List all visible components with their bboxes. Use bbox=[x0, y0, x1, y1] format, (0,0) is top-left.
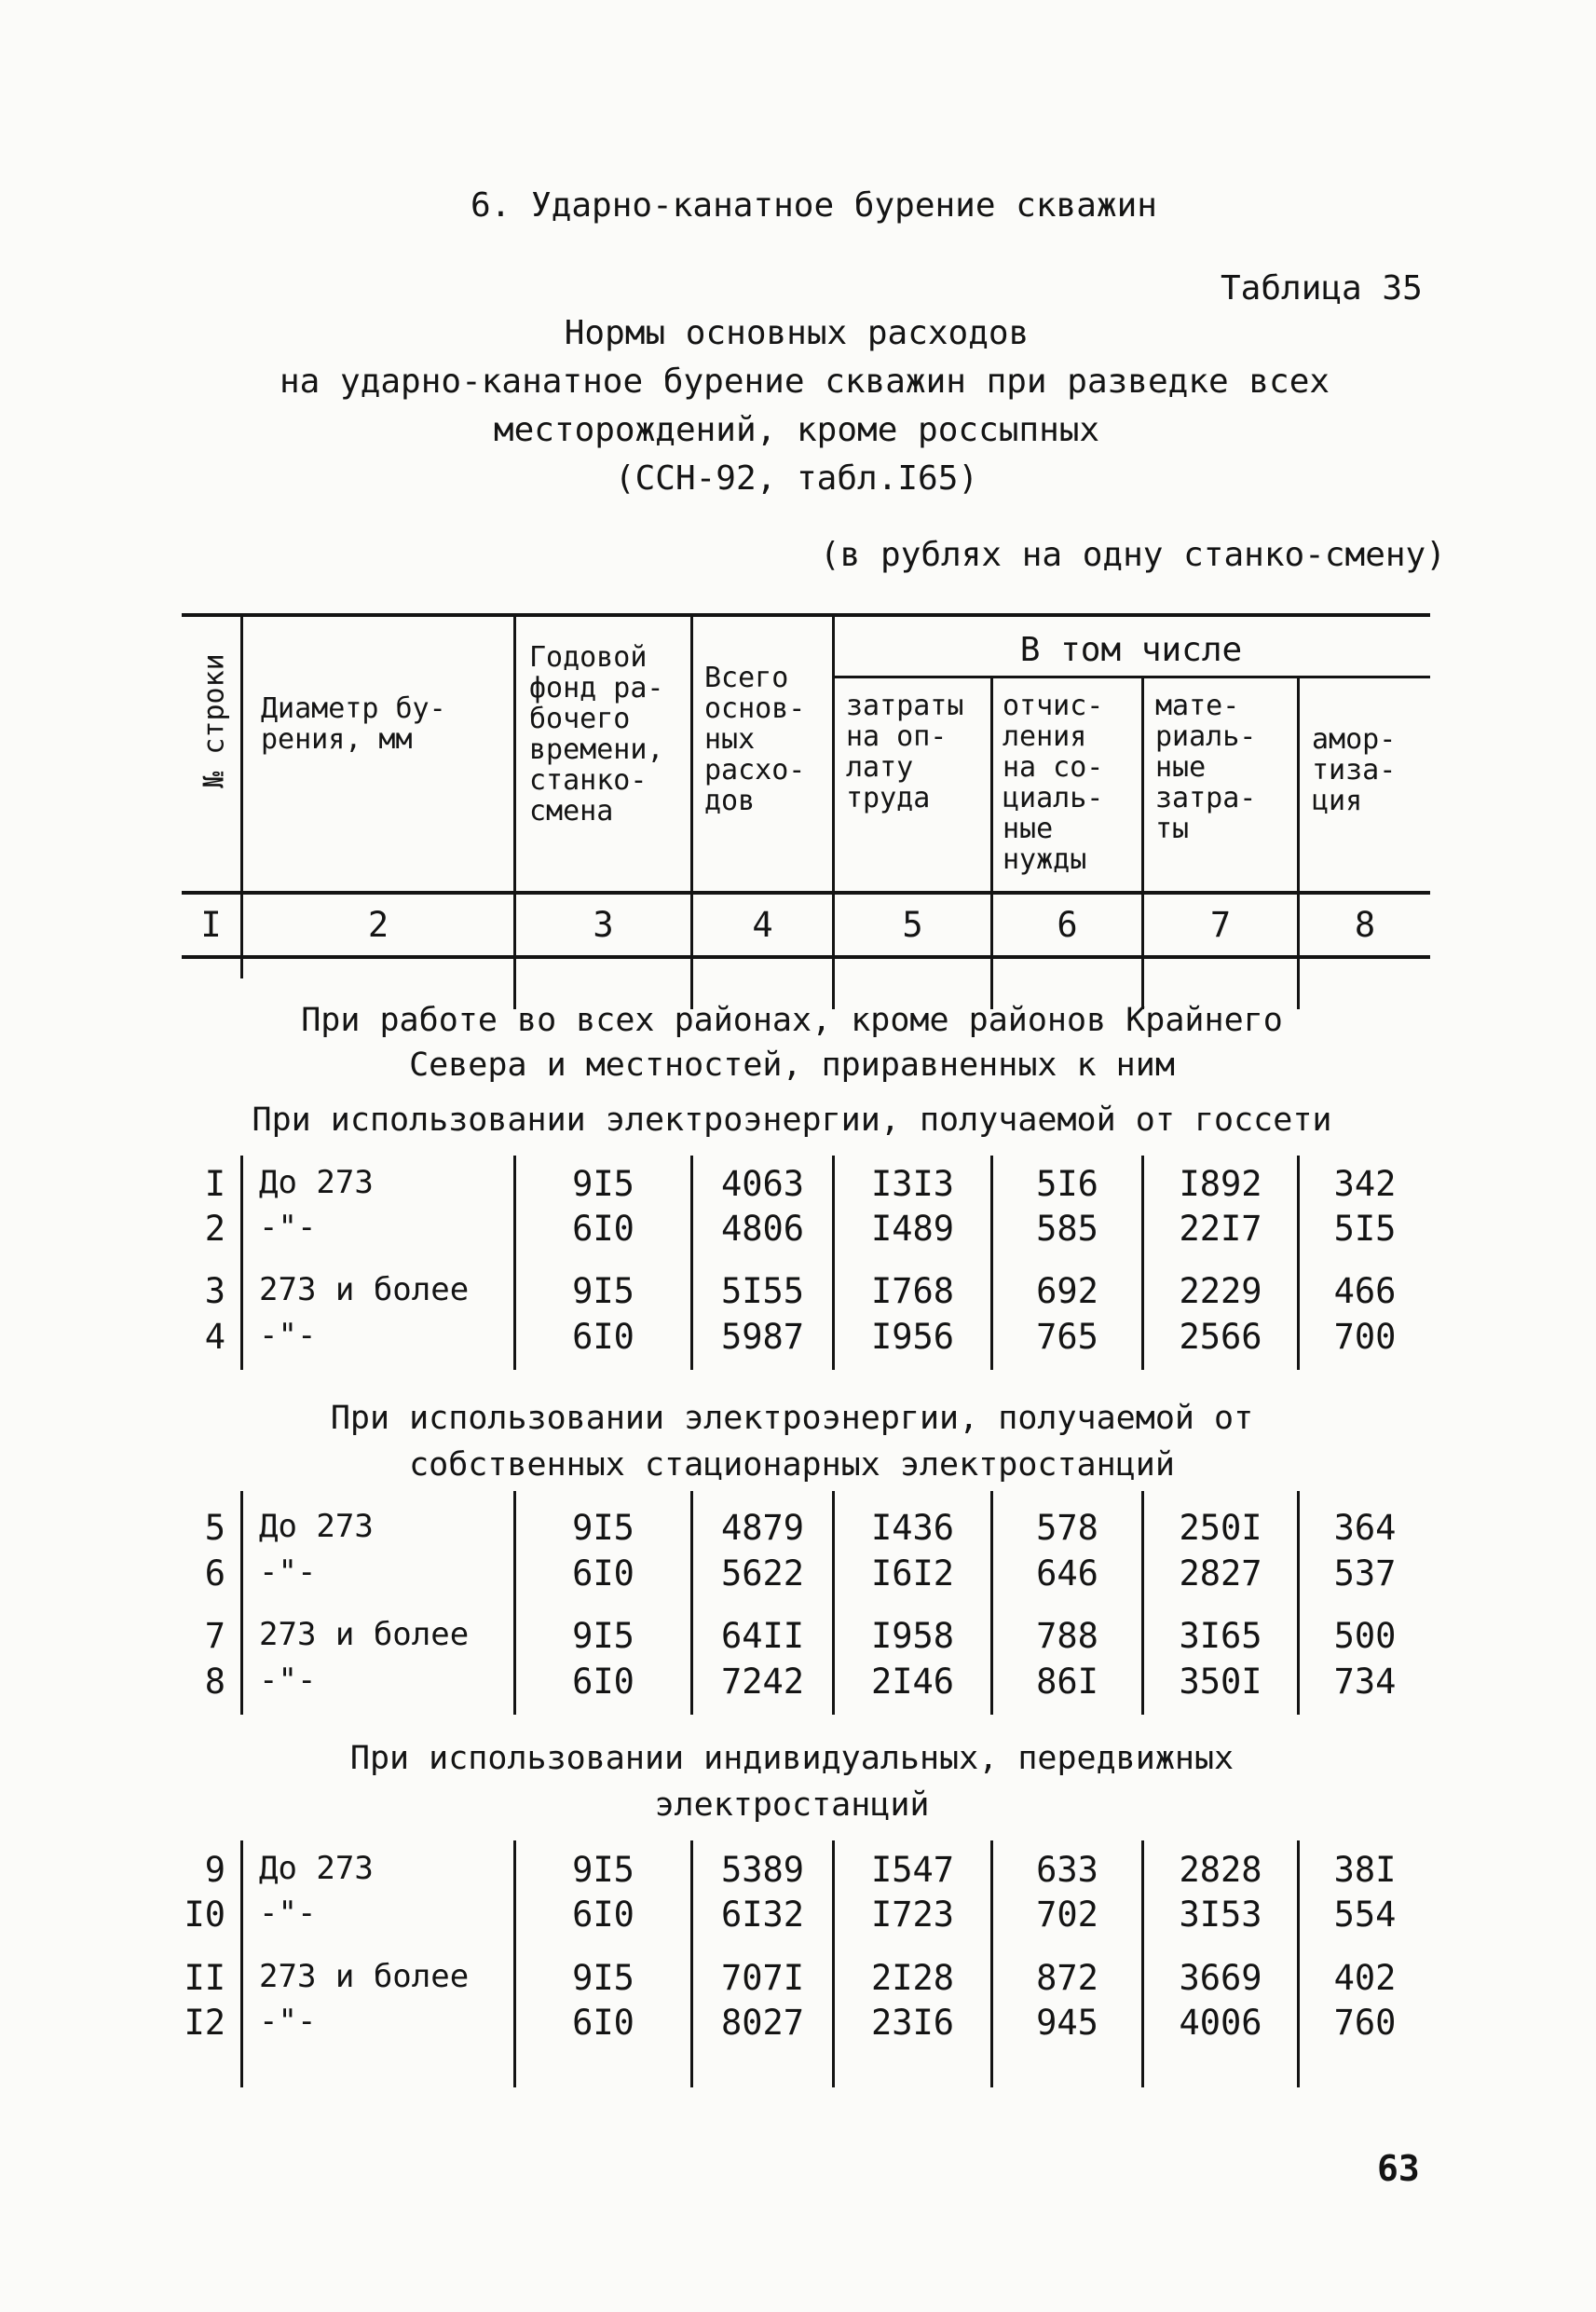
header-total-1: Всего bbox=[704, 662, 789, 694]
table-cell: 2828 bbox=[1179, 1850, 1262, 1890]
section-title-2-line-1: При использовании электроэнергии, получаемой от bbox=[330, 1400, 1254, 1437]
table-cell: 5I55 bbox=[720, 1271, 805, 1311]
table-cell: 2I46 bbox=[870, 1662, 955, 1702]
row-diameter: 273 и более bbox=[259, 1958, 470, 1995]
row-diameter: 273 и более bbox=[259, 1271, 470, 1308]
header-fund-1: Годовой bbox=[529, 641, 648, 674]
header-fund-3: бочего bbox=[529, 703, 631, 735]
units-note: (в рублях на одну станко-смену) bbox=[820, 536, 1446, 574]
section-title-1-line-1: При использовании электроэнергии, получаемой от госсети bbox=[252, 1101, 1332, 1139]
table-cell: 500 bbox=[1333, 1616, 1397, 1656]
table-cell: 5I5 bbox=[1333, 1209, 1397, 1249]
table-cell: 554 bbox=[1333, 1895, 1397, 1935]
header-fund-2: фонд ра- bbox=[529, 672, 664, 705]
table-cell: I723 bbox=[870, 1895, 955, 1935]
header-total-3: ных bbox=[704, 723, 756, 756]
table-cell: 9I5 bbox=[572, 1958, 634, 1998]
table-cell: 23I6 bbox=[870, 2003, 955, 2043]
table-cell: 6I0 bbox=[572, 1895, 634, 1935]
col-number-1: I bbox=[200, 905, 222, 945]
table-cell: 2229 bbox=[1179, 1271, 1262, 1311]
table-cell: 22I7 bbox=[1179, 1209, 1262, 1249]
section-1-divider-1 bbox=[240, 1156, 243, 1370]
row-number: I bbox=[204, 1164, 225, 1204]
caption-line-1: Нормы основных расходов bbox=[564, 314, 1030, 352]
table-cell: 6I0 bbox=[572, 1317, 634, 1357]
table-cell: 9I5 bbox=[572, 1164, 634, 1204]
table-cell: 250I bbox=[1179, 1508, 1262, 1548]
table-cell: 692 bbox=[1036, 1271, 1098, 1311]
table-cell: 2I28 bbox=[870, 1958, 955, 1998]
table-cell: 342 bbox=[1333, 1164, 1397, 1204]
table-cell: 64II bbox=[720, 1616, 805, 1656]
intro-line-2: Севера и местностей, приравненных к ним bbox=[409, 1047, 1175, 1084]
table-cell: 7242 bbox=[720, 1662, 805, 1702]
row-number: I2 bbox=[184, 2003, 225, 2043]
table-cell: 4006 bbox=[1179, 2003, 1262, 2043]
section-3-divider-1 bbox=[240, 1840, 243, 2087]
row-diameter: -"- bbox=[259, 1895, 317, 1932]
row-number: I0 bbox=[184, 1895, 225, 1935]
header-amort-2: тиза- bbox=[1312, 754, 1397, 787]
header-material-2: риаль- bbox=[1155, 720, 1257, 753]
table-cell: 6I32 bbox=[720, 1895, 805, 1935]
colnum-bottom-rule bbox=[182, 955, 1430, 959]
table-cell: 5I6 bbox=[1036, 1164, 1098, 1204]
table-cell: 466 bbox=[1333, 1271, 1397, 1311]
caption-line-3: месторождений, кроме россыпных bbox=[493, 411, 1100, 449]
header-material-4: затра- bbox=[1155, 782, 1257, 814]
header-social-3: на со- bbox=[1003, 751, 1104, 784]
table-cell: 765 bbox=[1036, 1317, 1098, 1357]
table-cell: 5622 bbox=[720, 1553, 805, 1594]
table-cell: 707I bbox=[720, 1958, 805, 1998]
section-title-3-line-1: При использовании индивидуальных, передвижных bbox=[349, 1740, 1235, 1777]
header-material-1: мате- bbox=[1155, 690, 1240, 722]
row-number: 2 bbox=[204, 1209, 225, 1249]
row-diameter: -"- bbox=[259, 1317, 317, 1354]
row-diameter: До 273 bbox=[259, 1508, 374, 1545]
caption-line-2: на ударно-канатное бурение скважин при разведке всех bbox=[280, 363, 1330, 401]
table-cell: 350I bbox=[1179, 1662, 1262, 1702]
table-cell: I958 bbox=[870, 1616, 955, 1656]
table-cell: 402 bbox=[1333, 1958, 1397, 1998]
row-diameter: До 273 bbox=[259, 1164, 374, 1201]
table-cell: 646 bbox=[1036, 1553, 1098, 1594]
header-fund-6: смена bbox=[529, 795, 614, 828]
header-social-4: циаль- bbox=[1003, 782, 1104, 814]
table-cell: 945 bbox=[1036, 2003, 1098, 2043]
table-cell: 633 bbox=[1036, 1850, 1098, 1890]
header-diameter-1: Диаметр бу- bbox=[261, 692, 446, 725]
table-cell: 788 bbox=[1036, 1616, 1098, 1656]
table-top-rule bbox=[182, 613, 1430, 617]
table-cell: 5389 bbox=[720, 1850, 805, 1890]
row-number: II bbox=[184, 1958, 225, 1998]
row-number: 6 bbox=[204, 1553, 225, 1594]
table-cell: 6I0 bbox=[572, 1662, 634, 1702]
header-total-4: расхо- bbox=[704, 754, 806, 787]
header-material-3: ные bbox=[1155, 751, 1207, 784]
header-amort-3: ция bbox=[1312, 785, 1363, 817]
col-number-8: 8 bbox=[1354, 905, 1376, 945]
col-number-6: 6 bbox=[1057, 905, 1078, 945]
table-cell: I489 bbox=[870, 1209, 955, 1249]
header-amort-1: амор- bbox=[1312, 723, 1397, 756]
table-cell: 8027 bbox=[720, 2003, 805, 2043]
table-cell: 9I5 bbox=[572, 1271, 634, 1311]
table-cell: 4063 bbox=[720, 1164, 805, 1204]
header-group: В том числе bbox=[1019, 631, 1243, 669]
row-diameter: -"- bbox=[259, 1662, 317, 1699]
row-diameter: -"- bbox=[259, 1553, 317, 1591]
table-cell: 6I0 bbox=[572, 1209, 634, 1249]
header-material-5: ты bbox=[1155, 813, 1190, 845]
row-number: 8 bbox=[204, 1662, 225, 1702]
header-bottom-rule bbox=[182, 891, 1430, 895]
row-number: 7 bbox=[204, 1616, 225, 1656]
header-social-5: ные bbox=[1003, 813, 1054, 845]
section-title: 6. Ударно-канатное бурение скважин bbox=[471, 186, 1157, 225]
header-row-number: № строки bbox=[198, 653, 231, 788]
header-total-5: дов bbox=[704, 785, 756, 817]
row-number: 9 bbox=[204, 1850, 225, 1890]
table-cell: I3I3 bbox=[870, 1164, 955, 1204]
table-cell: 3I53 bbox=[1179, 1895, 1262, 1935]
table-cell: 872 bbox=[1036, 1958, 1098, 1998]
section-title-3-line-2: электростанций bbox=[654, 1786, 930, 1824]
table-cell: 3669 bbox=[1179, 1958, 1262, 1998]
caption-line-4: (ССН-92, табл.I65) bbox=[614, 459, 979, 498]
header-social-6: нужды bbox=[1003, 843, 1087, 876]
row-diameter: -"- bbox=[259, 1209, 317, 1246]
header-labor-1: затраты bbox=[846, 690, 964, 722]
header-labor-2: на оп- bbox=[846, 720, 948, 753]
header-total-2: основ- bbox=[704, 692, 806, 725]
header-social-1: отчис- bbox=[1003, 690, 1104, 722]
section-title-2-line-2: собственных стационарных электростанций bbox=[409, 1446, 1175, 1484]
table-cell: I768 bbox=[870, 1271, 955, 1311]
col-number-7: 7 bbox=[1209, 905, 1232, 945]
col-number-2: 2 bbox=[367, 905, 389, 945]
col-number-4: 4 bbox=[752, 905, 773, 945]
row-diameter: 273 и более bbox=[259, 1616, 470, 1653]
row-number: 3 bbox=[204, 1271, 225, 1311]
table-cell: 2827 bbox=[1179, 1553, 1262, 1594]
row-diameter: -"- bbox=[259, 2003, 317, 2040]
subgroup-rule bbox=[832, 676, 1430, 678]
table-cell: 700 bbox=[1333, 1317, 1397, 1357]
row-diameter: До 273 bbox=[259, 1850, 374, 1887]
header-labor-3: лату bbox=[846, 751, 914, 784]
col-divider-5 bbox=[990, 676, 993, 1009]
table-cell: 6I0 bbox=[572, 2003, 634, 2043]
header-fund-4: времени, bbox=[529, 733, 664, 766]
table-cell: 9I5 bbox=[572, 1508, 634, 1548]
table-cell: I547 bbox=[870, 1850, 955, 1890]
col-divider-4 bbox=[832, 613, 835, 1009]
table-cell: 38I bbox=[1333, 1850, 1397, 1890]
col-number-5: 5 bbox=[902, 905, 923, 945]
table-cell: I892 bbox=[1179, 1164, 1262, 1204]
table-cell: I436 bbox=[870, 1508, 955, 1548]
header-labor-4: труда bbox=[846, 782, 931, 814]
table-label: Таблица 35 bbox=[1221, 269, 1423, 308]
table-cell: 4806 bbox=[720, 1209, 805, 1249]
col-divider-2 bbox=[513, 613, 516, 1009]
table-cell: 702 bbox=[1036, 1895, 1098, 1935]
table-cell: 578 bbox=[1036, 1508, 1098, 1548]
header-fund-5: станко- bbox=[529, 764, 648, 797]
table-cell: I956 bbox=[870, 1317, 955, 1357]
table-cell: 585 bbox=[1036, 1209, 1098, 1249]
table-cell: 734 bbox=[1333, 1662, 1397, 1702]
table-cell: 364 bbox=[1333, 1508, 1397, 1548]
table-cell: 537 bbox=[1333, 1553, 1397, 1594]
table-cell: 9I5 bbox=[572, 1850, 634, 1890]
intro-line-1: При работе во всех районах, кроме районов Крайнего bbox=[301, 1002, 1283, 1039]
col-number-3: 3 bbox=[593, 905, 614, 945]
row-number: 4 bbox=[204, 1317, 225, 1357]
col-divider-7 bbox=[1297, 676, 1300, 1009]
table-cell: I6I2 bbox=[870, 1553, 955, 1594]
table-cell: 3I65 bbox=[1179, 1616, 1262, 1656]
table-cell: 4879 bbox=[720, 1508, 805, 1548]
page-number: 63 bbox=[1377, 2148, 1420, 2189]
col-divider-6 bbox=[1141, 676, 1144, 1009]
col-divider-3 bbox=[690, 613, 693, 1009]
header-diameter-2: рения, мм bbox=[261, 723, 413, 756]
table-cell: 760 bbox=[1333, 2003, 1397, 2043]
table-cell: 86I bbox=[1036, 1662, 1098, 1702]
section-2-divider-1 bbox=[240, 1491, 243, 1715]
table-cell: 9I5 bbox=[572, 1616, 634, 1656]
table-cell: 6I0 bbox=[572, 1553, 634, 1594]
row-number: 5 bbox=[204, 1508, 225, 1548]
table-cell: 2566 bbox=[1179, 1317, 1262, 1357]
header-social-2: ления bbox=[1003, 720, 1087, 753]
table-cell: 5987 bbox=[720, 1317, 805, 1357]
